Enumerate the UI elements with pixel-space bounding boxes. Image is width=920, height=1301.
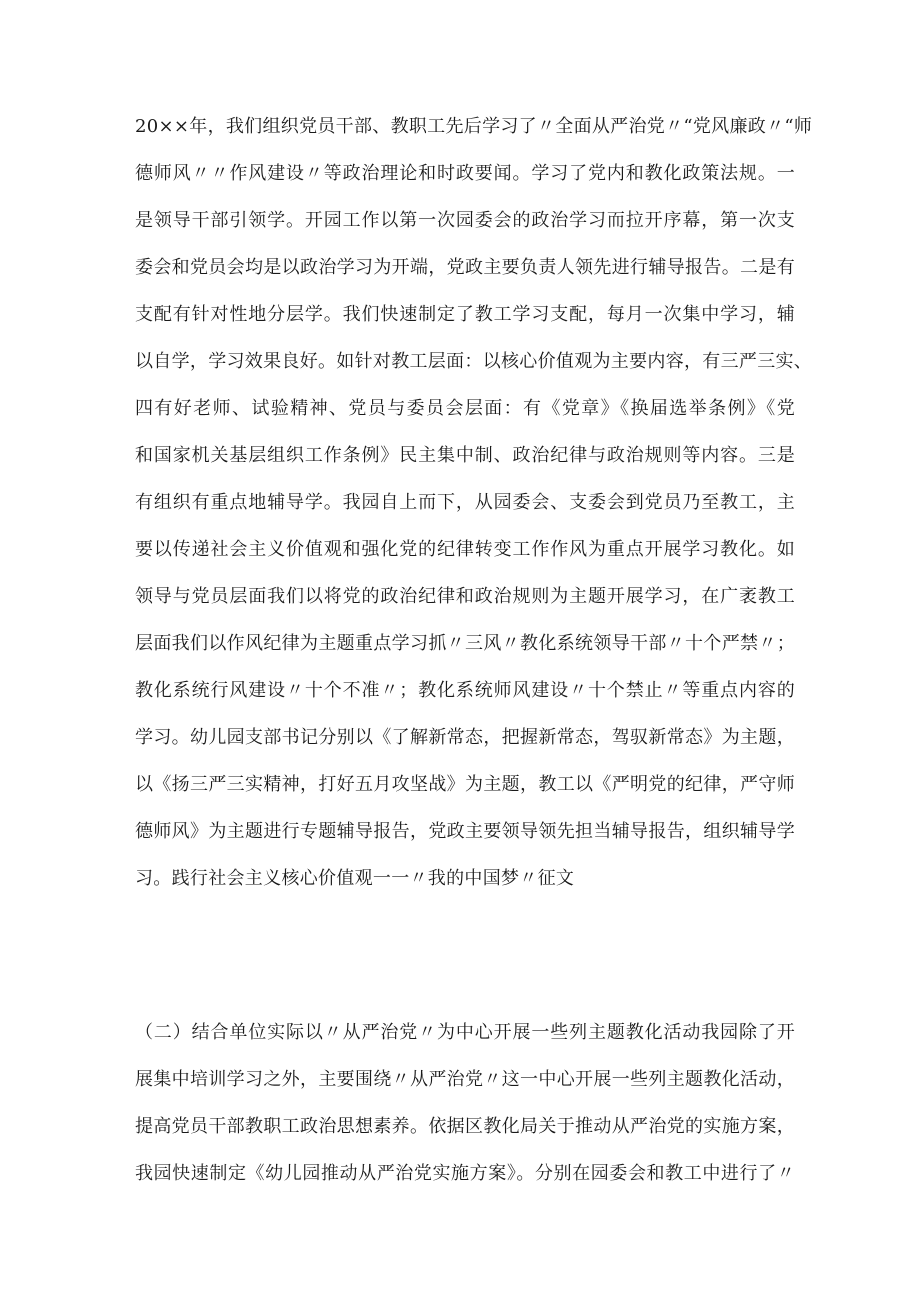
text-line: 以《扬三严三实精神，打好五月攻坚战》为主题，教工以《严明党的纪律，严守师	[135, 774, 795, 795]
text-line: 教化系统行风建设〃十个不准〃；教化系统师风建设〃十个禁止〃等重点内容的	[135, 680, 795, 701]
text-line: 德师风〃〃作风建设〃等政治理论和时政要闻。学习了党内和教化政策法规。一	[135, 163, 795, 184]
text-line: 展集中培训学习之外，主要围绕〃从严治党〃这一中心开展一些列主题教化活动，	[135, 1069, 795, 1090]
text-line: 我园快速制定《幼儿园推动从严治党实施方案》。分别在园委会和教工中进行了〃	[135, 1163, 795, 1184]
text-line: 有组织有重点地辅导学。我园自上而下，从园委会、支委会到党员乃至教工，主	[135, 492, 795, 513]
text-line: 是领导干部引领学。开园工作以第一次园委会的政治学习而拉开序幕，第一次支	[135, 210, 795, 231]
text-line: 支配有针对性地分层学。我们快速制定了教工学习支配，每月一次集中学习，辅	[135, 304, 795, 325]
text-line: 学习。幼儿园支部书记分别以《了解新常态，把握新常态，驾驭新常态》为主题，	[135, 727, 795, 748]
text-line: 要以传递社会主义价值观和强化党的纪律转变工作作风为重点开展学习教化。如	[135, 539, 795, 560]
text-line: 德师风》为主题进行专题辅导报告，党政主要领导领先担当辅导报告，组织辅导学	[135, 821, 795, 842]
text-line: 习。践行社会主义核心价值观一一〃我的中国梦〃征文	[135, 868, 575, 889]
text-line: 委会和党员会均是以政治学习为开端，党政主要负责人领先进行辅导报告。二是有	[135, 257, 795, 278]
text-line: （二）结合单位实际以〃从严治党〃为中心开展一些列主题教化活动我园除了开	[135, 1022, 795, 1043]
text-line: 领导与党员层面我们以将党的政治纪律和政治规则为主题开展学习，在广袤教工	[135, 586, 795, 607]
text-line: 20××年，我们组织党员干部、教职工先后学习了〃全面从严治党〃“党风廉政〃“师	[135, 116, 813, 137]
text-line: 提高党员干部教职工政治思想素养。依据区教化局关于推动从严治党的实施方案，	[135, 1116, 795, 1137]
text-line: 和国家机关基层组织工作条例》民主集中制、政治纪律与政治规则等内容。三是	[135, 445, 795, 466]
text-line: 层面我们以作风纪律为主题重点学习抓〃三风〃教化系统领导干部〃十个严禁〃；	[135, 633, 795, 654]
text-line: 四有好老师、试验精神、党员与委员会层面：有《党章》《换届选举条例》《党	[135, 398, 795, 419]
text-line: 以自学，学习效果良好。如针对教工层面：以核心价值观为主要内容，有三严三实、	[135, 351, 813, 372]
